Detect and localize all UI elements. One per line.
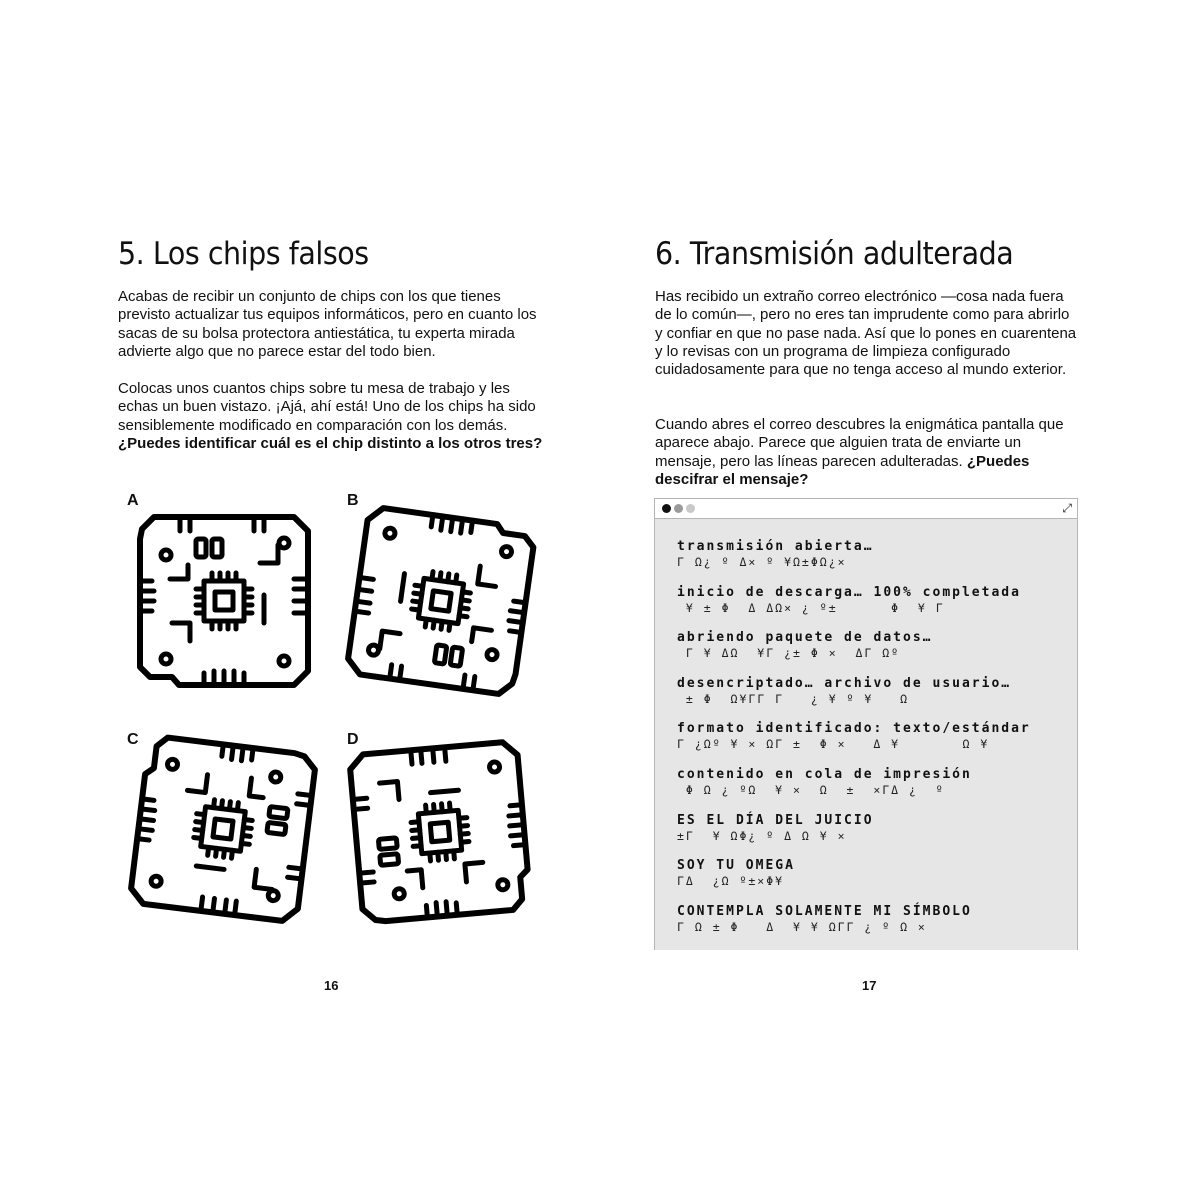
puzzle-5-question-bold: ¿Puedes identificar cuál es el chip distinto a los otros tres?	[118, 434, 543, 452]
terminal-line	[677, 721, 1077, 767]
puzzle-6-text: Cuando abres el correo descubres la enigmática pantalla que aparece abajo. Parece que alguien trata de enviarte un mensaje, pero las líneas parecen adulteradas.	[655, 416, 1064, 470]
terminal-line-text: CONTEMPLA SOLAMENTE MI SÍMBOLO	[677, 903, 972, 919]
terminal-line-symbols: ¥ ± Φ Δ ΔΩ× ¿ º± Φ ¥ Γ	[677, 600, 945, 615]
terminal-line	[677, 767, 1077, 813]
terminal-line-text: abriendo paquete de datos…	[677, 630, 933, 646]
chip-a	[140, 517, 308, 685]
terminal-line-symbols: Γ Ω ± Φ Δ ¥ ¥ ΩΓΓ ¿ º Ω ×	[677, 919, 927, 934]
window-dot-2[interactable]	[674, 504, 683, 513]
chip-label-c: C	[127, 731, 139, 748]
chip-d	[349, 741, 531, 923]
puzzle-6-question-bold: ¿Puedes descifrar el mensaje?	[655, 452, 1030, 488]
puzzle-5-title: 5. Los chips falsos	[118, 236, 369, 272]
terminal-line	[677, 539, 1077, 585]
terminal-line	[677, 813, 1077, 859]
chip-b	[346, 506, 536, 696]
terminal-line-symbols: Γ ¥ ΔΩ ¥Γ ¿± Φ × ΔΓ Ωº	[677, 646, 901, 661]
terminal-line-text: ES EL DÍA DEL JUICIO	[677, 812, 874, 828]
terminal-line-text: formato identificado: texto/estándar	[677, 721, 1031, 737]
terminal-line-symbols: ΓΔ ¿Ω º±×Φ¥	[677, 874, 785, 889]
terminal-line	[677, 858, 1077, 904]
puzzle-6-question	[655, 416, 1080, 489]
terminal-line-symbols: Γ ¿Ωº ¥ × ΩΓ ± Φ × Δ ¥ Ω ¥	[677, 737, 990, 752]
terminal-line-symbols: ±Γ ¥ ΩΦ¿ º Δ Ω ¥ ×	[677, 828, 847, 843]
terminal-window	[654, 498, 1078, 950]
terminal-output	[677, 539, 1077, 949]
puzzle-6-intro: Has recibido un extraño correo electrónico —cosa nada fuera de lo común—, pero no eres tan imprudente como para abrirlo y confiar en que no pase nada. Así que lo pones en cuarentena y lo revisas con un programa de limpieza configurado cuidadosamente para que no tenga acceso al mundo exterior.	[655, 288, 1077, 379]
page-number-16: 16	[324, 978, 339, 993]
window-dot-3[interactable]	[686, 504, 695, 513]
terminal-line-symbols: Γ Ω¿ º Δ× º ¥Ω±ΦΩ¿×	[677, 555, 847, 569]
terminal-line	[677, 630, 1077, 676]
puzzle-5-text: Colocas unos cuantos chips sobre tu mesa de trabajo y les echas un buen vistazo. ¡Ajá, ahí está! Uno de los chips ha sido sensiblemente modificado en comparación con los demás.	[118, 380, 536, 434]
chip-c	[129, 735, 316, 922]
chip-label-d: D	[347, 731, 359, 748]
terminal-line	[677, 676, 1077, 722]
terminal-line	[677, 585, 1077, 631]
terminal-line-symbols: Φ Ω ¿ ºΩ ¥ × Ω ± ×ΓΔ ¿ º	[677, 782, 945, 797]
terminal-title-bar	[655, 499, 1077, 519]
terminal-line-symbols: ± Φ Ω¥ΓΓ Γ ¿ ¥ º ¥ Ω	[677, 691, 910, 706]
chip-label-b: B	[347, 492, 359, 509]
terminal-line-text: inicio de descarga… 100% completada	[677, 584, 1021, 600]
terminal-line	[677, 904, 1077, 950]
terminal-line-text: transmisión abierta…	[677, 539, 874, 554]
terminal-line-text: desencriptado… archivo de usuario…	[677, 675, 1012, 691]
terminal-line-text: contenido en cola de impresión	[677, 766, 972, 782]
chip-label-a: A	[127, 492, 139, 509]
puzzle-5-intro: Acabas de recibir un conjunto de chips con los que tienes previsto actualizar tus equipos informáticos, pero en cuanto los sacas de su bolsa protectora antiestática, tu experta mirada advierte algo que no parece estar del todo bien.	[118, 288, 537, 360]
puzzle-6-title: 6. Transmisión adulterada	[655, 236, 1014, 272]
terminal-line-text: SOY TU OMEGA	[677, 858, 795, 874]
window-dot-1[interactable]	[662, 504, 671, 513]
expand-icon[interactable]: ⤢	[1062, 501, 1072, 515]
page-number-17: 17	[862, 978, 877, 993]
